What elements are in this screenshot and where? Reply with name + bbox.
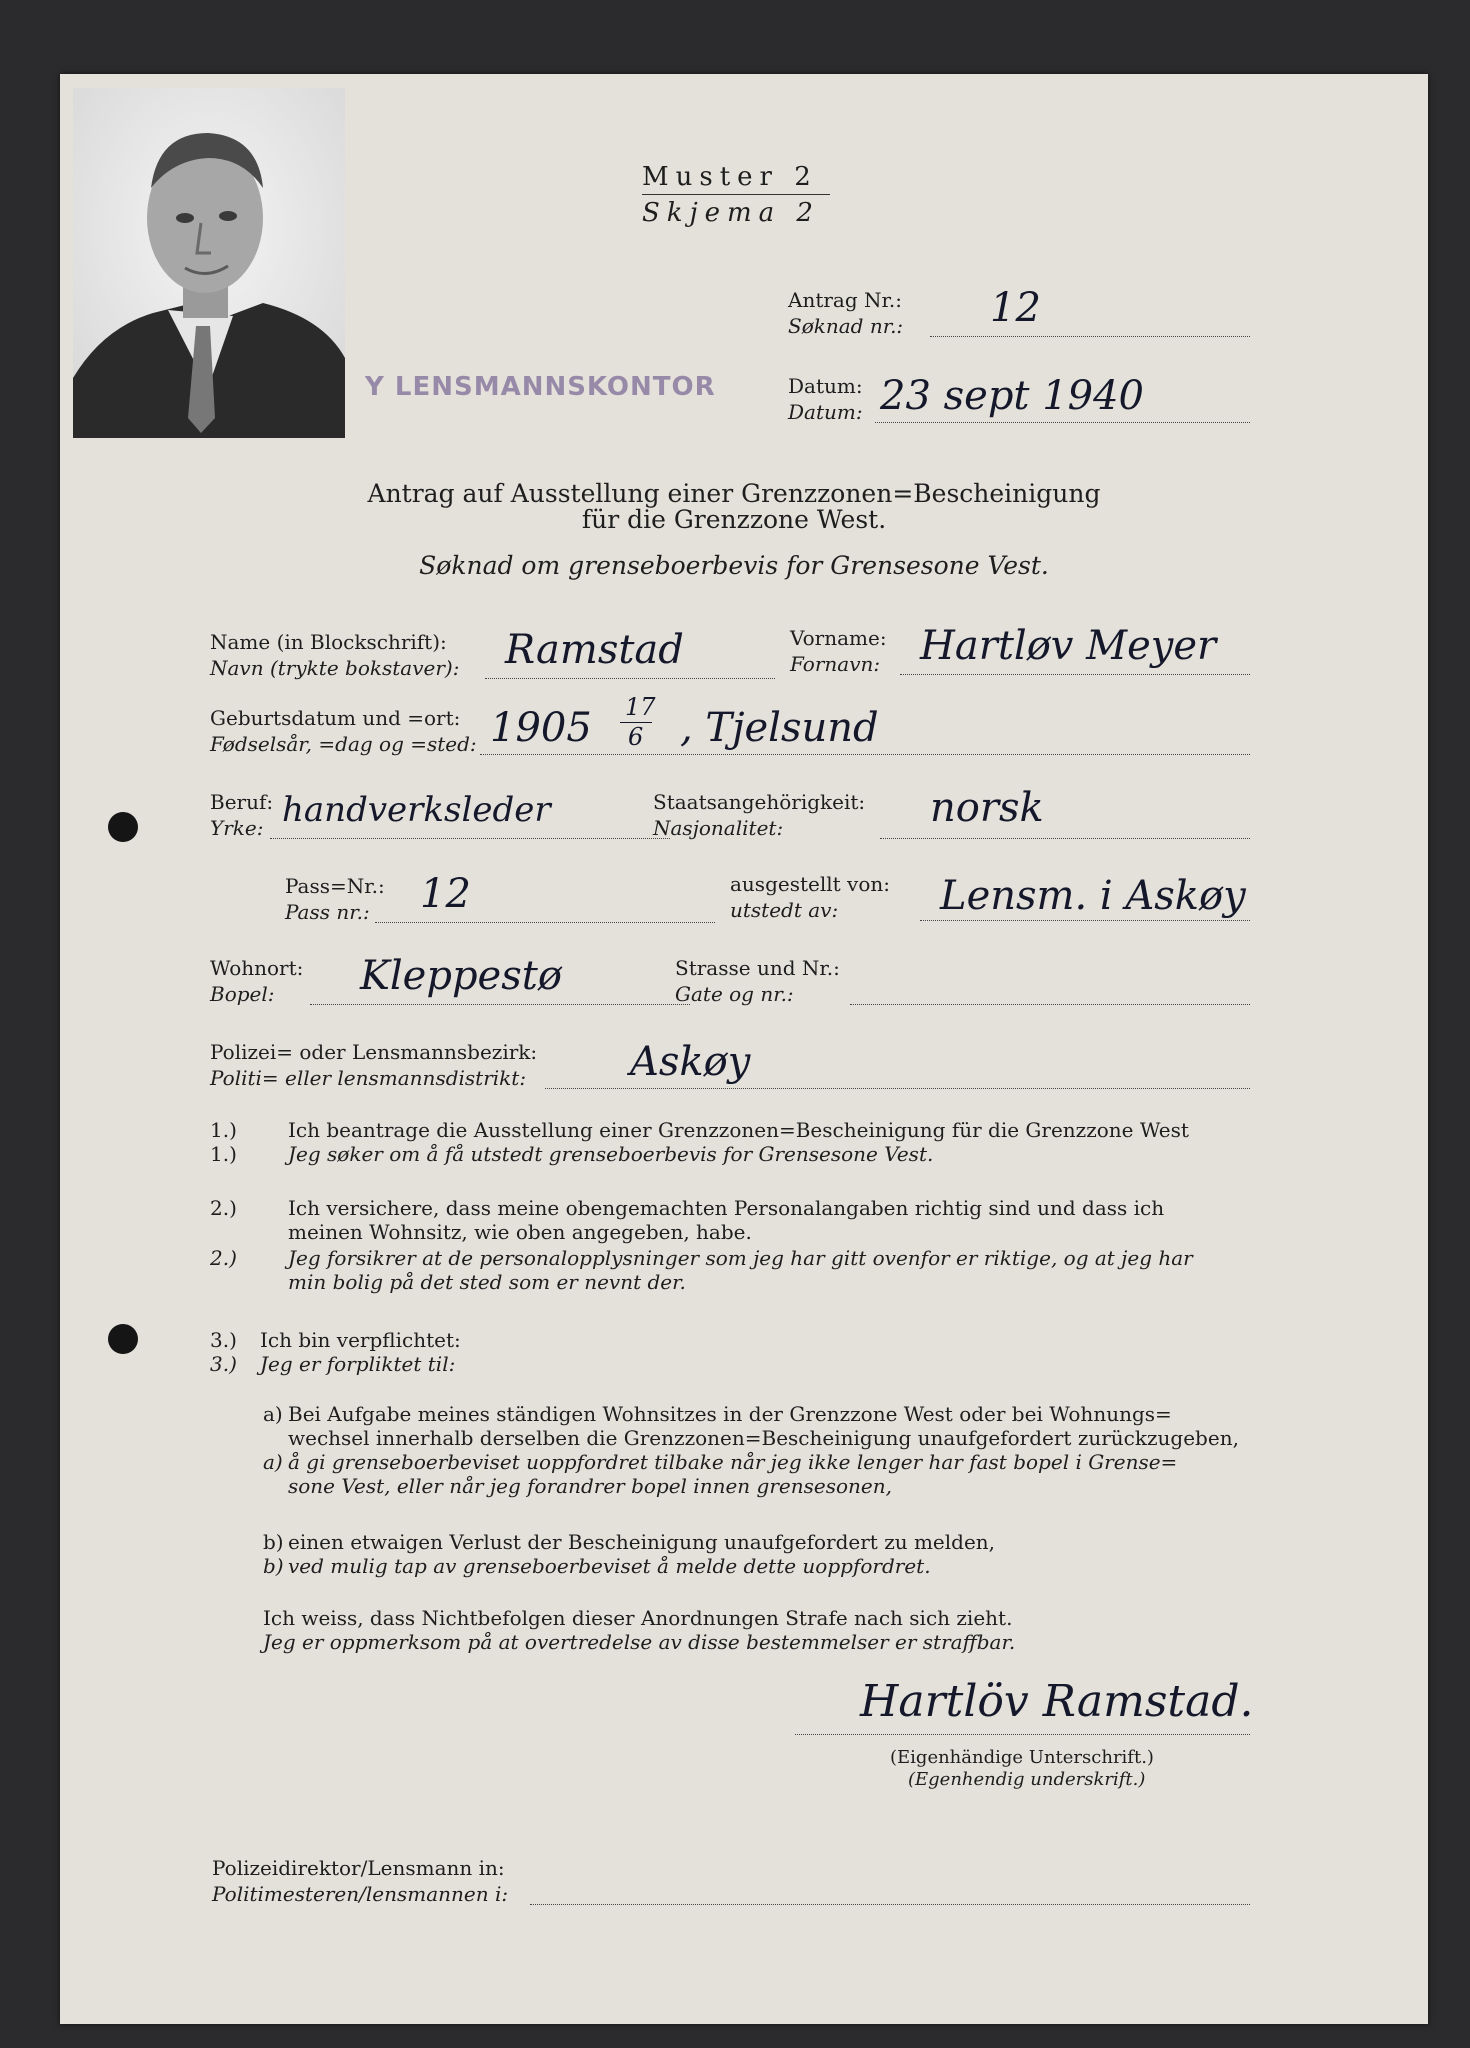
item-2-number-no: 2.) — [210, 1246, 237, 1270]
footer-label-no: Politimesteren/lensmannen i: — [212, 1882, 509, 1906]
beruf-label-no: Yrke: — [210, 816, 264, 840]
footer-line — [530, 1904, 1250, 1905]
geburt-month: 6 — [628, 723, 644, 751]
notice-de: Ich weiss, dass Nichtbefolgen dieser Anordnungen Strafe nach sich zieht. — [263, 1606, 1013, 1630]
form-number-muster: Muster 2 — [642, 162, 818, 192]
vorname-label-de: Vorname: — [790, 626, 887, 650]
strasse-label-de: Strasse und Nr.: — [675, 956, 840, 980]
item-2-text-no-2: min bolig på det sted som er nevnt der. — [288, 1270, 686, 1294]
signature: Hartlöv Ramstad. — [860, 1676, 1254, 1727]
name-label-no: Navn (trykte bokstaver): — [210, 656, 460, 680]
wohnort-label-no: Bopel: — [210, 982, 275, 1006]
sub-a-text-no-2: sone Vest, eller når jeg forandrer bopel innen grensesonen, — [288, 1474, 892, 1498]
portrait-photo — [73, 88, 345, 438]
datum-value: 23 sept 1940 — [880, 373, 1145, 419]
vorname-value: Hartløv Meyer — [920, 623, 1217, 669]
wohnort-value: Kleppestø — [360, 953, 562, 999]
geburt-line — [480, 754, 1250, 755]
title-no: Søknad om grenseboerbevis for Grensesone Vest. — [419, 551, 1049, 580]
staat-value: norsk — [930, 785, 1044, 831]
item-1-text-de: Ich beantrage die Ausstellung einer Grenzzonen=Bescheinigung für die Grenzzone West — [288, 1118, 1189, 1142]
ausgestellt-label-de: ausgestellt von: — [730, 872, 890, 896]
pass-label-no: Pass nr.: — [285, 900, 370, 924]
title-de-line1: Antrag auf Ausstellung einer Grenzzonen=Bescheinigung — [367, 479, 1101, 508]
form-number-skjema: Skjema 2 — [642, 198, 820, 228]
signature-label-no: (Egenhendig underskrift.) — [908, 1769, 1146, 1790]
item-2-number-de: 2.) — [210, 1196, 237, 1220]
sub-b-text-no: ved mulig tap av grenseboerbeviset å melde dette uoppfordret. — [288, 1554, 931, 1578]
name-label-de: Name (in Blockschrift): — [210, 630, 447, 654]
geburt-label-de: Geburtsdatum und =ort: — [210, 706, 461, 730]
antrag-label-no: Søknad nr.: — [788, 314, 904, 338]
form-paper — [60, 74, 1428, 2024]
bezirk-value: Askøy — [630, 1039, 751, 1085]
name-line — [485, 678, 775, 679]
pass-line — [375, 922, 715, 923]
datum-line — [875, 422, 1250, 423]
staat-label-de: Staatsangehörigkeit: — [653, 790, 866, 814]
staat-line — [880, 838, 1250, 839]
item-2-text-de-1: Ich versichere, dass meine obengemachten Personalangaben richtig sind und dass ich — [288, 1196, 1165, 1220]
footer-label-de: Polizeidirektor/Lensmann in: — [212, 1856, 505, 1880]
item-1-text-no: Jeg søker om å få utstedt grenseboerbevis for Grensesone Vest. — [288, 1142, 934, 1166]
strasse-label-no: Gate og nr.: — [675, 982, 794, 1006]
item-3-text-no: Jeg er forpliktet til: — [260, 1352, 456, 1376]
item-2-text-de-2: meinen Wohnsitz, wie oben angegeben, habe. — [288, 1220, 752, 1244]
ausgestellt-value: Lensm. i Askøy — [940, 873, 1246, 919]
datum-label-de: Datum: — [788, 374, 863, 398]
name-value: Ramstad — [505, 627, 684, 673]
sub-b-label-de: b) — [263, 1530, 284, 1554]
strasse-line — [850, 1004, 1250, 1005]
item-3-text-de: Ich bin verpflichtet: — [260, 1328, 461, 1352]
vorname-label-no: Fornavn: — [790, 652, 881, 676]
bezirk-label-no: Politi= eller lensmannsdistrikt: — [210, 1066, 527, 1090]
ausgestellt-line — [920, 920, 1250, 921]
sub-a-label-no: a) — [263, 1450, 283, 1474]
bezirk-line — [545, 1088, 1250, 1089]
punch-hole-top — [108, 812, 138, 842]
notice-no: Jeg er oppmerksom på at overtredelse av disse bestemmelser er straffbar. — [263, 1630, 1016, 1654]
wohnort-label-de: Wohnort: — [210, 956, 304, 980]
title-de-line2: für die Grenzzone West. — [581, 505, 887, 534]
item-1-number-no: 1.) — [210, 1142, 237, 1166]
sub-b-text-de: einen etwaigen Verlust der Bescheinigung unaufgefordert zu melden, — [288, 1530, 996, 1554]
sub-a-text-de-1: Bei Aufgabe meines ständigen Wohnsitzes in der Grenzzone West oder bei Wohnungs= — [288, 1402, 1172, 1426]
pass-value: 12 — [420, 871, 471, 917]
item-1-number-de: 1.) — [210, 1118, 237, 1142]
geburt-year: 1905 — [490, 705, 592, 751]
sub-b-label-no: b) — [263, 1554, 284, 1578]
antrag-value: 12 — [990, 285, 1041, 331]
staat-label-no: Nasjonalitet: — [653, 816, 784, 840]
antrag-label-de: Antrag Nr.: — [788, 288, 902, 312]
item-2-text-no-1: Jeg forsikrer at de personalopplysninger som jeg har gitt ovenfor er riktige, og at jeg har — [288, 1246, 1193, 1270]
wohnort-line — [310, 1004, 690, 1005]
item-3-number-de: 3.) — [210, 1328, 237, 1352]
geburt-label-no: Fødselsår, =dag og =sted: — [210, 732, 477, 756]
geburt-place: , Tjelsund — [680, 705, 879, 751]
signature-label-de: (Eigenhändige Unterschrift.) — [890, 1747, 1154, 1768]
bezirk-label-de: Polizei= oder Lensmannsbezirk: — [210, 1040, 538, 1064]
vorname-line — [900, 674, 1250, 675]
item-3-number-no: 3.) — [210, 1352, 237, 1376]
sub-a-text-no-1: å gi grenseboerbeviset uoppfordret tilbake når jeg ikke lenger har fast bopel i Grense= — [288, 1450, 1178, 1474]
signature-line — [795, 1734, 1250, 1735]
pass-label-de: Pass=Nr.: — [285, 874, 385, 898]
beruf-label-de: Beruf: — [210, 790, 274, 814]
datum-label-no: Datum: — [788, 400, 863, 424]
ausgestellt-label-no: utstedt av: — [730, 898, 839, 922]
punch-hole-bottom — [108, 1324, 138, 1354]
beruf-value: handverksleder — [282, 790, 551, 830]
beruf-line — [270, 838, 670, 839]
antrag-line — [930, 336, 1250, 337]
sub-a-text-de-2: wechsel innerhalb derselben die Grenzzonen=Bescheinigung unaufgefordert zurückzugeben, — [288, 1426, 1239, 1450]
sub-a-label-de: a) — [263, 1402, 283, 1426]
header-underline — [642, 194, 830, 195]
office-stamp: Y LENSMANNSKONTOR — [365, 372, 716, 402]
geburt-day: 17 — [625, 693, 656, 721]
